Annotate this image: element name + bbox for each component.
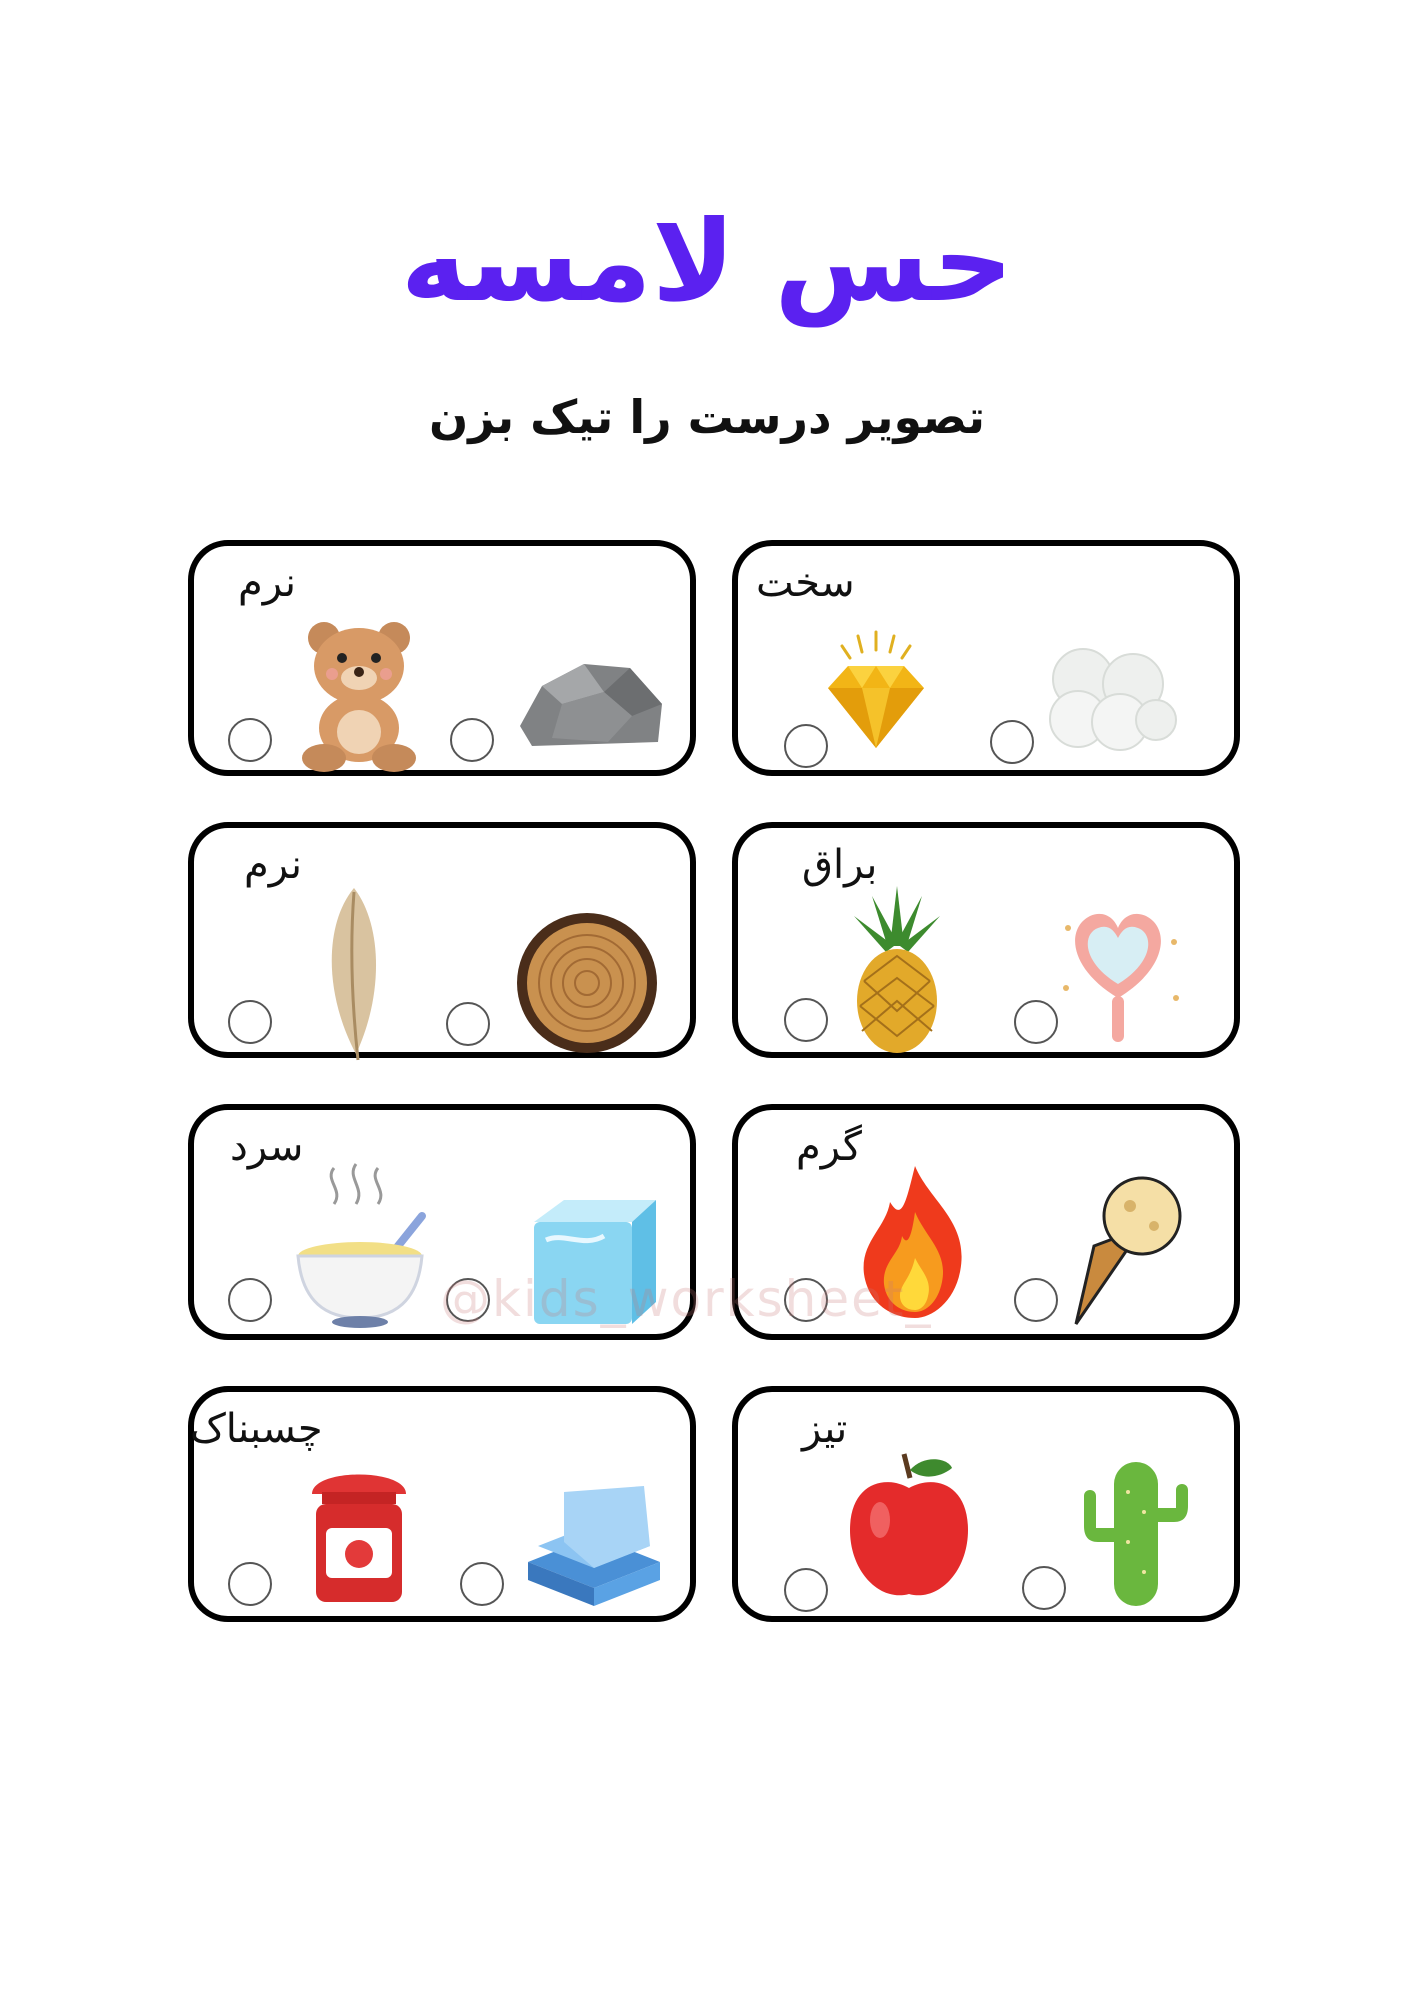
- answer-radio-cactus[interactable]: [1022, 1566, 1066, 1610]
- card-label: تیز: [802, 1406, 848, 1452]
- teddy-bear-image: [284, 616, 434, 776]
- answer-radio-ice-cream[interactable]: [1014, 1278, 1058, 1322]
- hot-soup-bowl-image: [294, 1160, 434, 1330]
- watermark: @kids_worksheet_: [440, 1270, 933, 1328]
- answer-radio-sticky-notes[interactable]: [460, 1562, 504, 1606]
- card-label: براق: [802, 842, 878, 888]
- card-soft-2: [188, 822, 696, 1058]
- heart-mirror-image: [1048, 888, 1188, 1048]
- sticky-notes-image: [524, 1482, 664, 1612]
- card-label: سرد: [230, 1124, 304, 1170]
- card-sticky: [188, 1386, 696, 1622]
- answer-radio-feather[interactable]: [228, 1000, 272, 1044]
- answer-radio-soup[interactable]: [228, 1278, 272, 1322]
- card-label: گرم: [796, 1124, 862, 1170]
- answer-radio-pineapple[interactable]: [784, 998, 828, 1042]
- wood-slice-image: [512, 908, 662, 1058]
- card-sharp: [732, 1386, 1240, 1622]
- rock-image: [512, 646, 672, 756]
- answer-radio-apple[interactable]: [784, 1568, 828, 1612]
- cactus-image: [1078, 1452, 1198, 1612]
- instruction-text: تصویر درست را تیک بزن: [429, 390, 985, 444]
- diamond-image: [806, 626, 946, 766]
- answer-radio-jam-jar[interactable]: [228, 1562, 272, 1606]
- feather-image: [314, 884, 394, 1064]
- card-label: نرم: [244, 842, 302, 888]
- apple-image: [844, 1448, 974, 1608]
- answer-radio-cotton[interactable]: [990, 720, 1034, 764]
- ice-cream-cone-image: [1068, 1170, 1188, 1330]
- card-soft-1: [188, 540, 696, 776]
- page-title: حس لامسه: [400, 197, 1014, 327]
- card-label: سخت: [756, 560, 855, 606]
- card-label: چسبناک: [190, 1406, 323, 1452]
- jam-jar-image: [304, 1458, 414, 1608]
- card-label: نرم: [238, 560, 296, 606]
- answer-radio-teddy-bear[interactable]: [228, 718, 272, 762]
- card-hard: [732, 540, 1240, 776]
- cotton-balls-image: [1038, 634, 1178, 754]
- answer-radio-wood[interactable]: [446, 1002, 490, 1046]
- pineapple-image: [842, 886, 952, 1056]
- card-shiny: [732, 822, 1240, 1058]
- answer-radio-rock[interactable]: [450, 718, 494, 762]
